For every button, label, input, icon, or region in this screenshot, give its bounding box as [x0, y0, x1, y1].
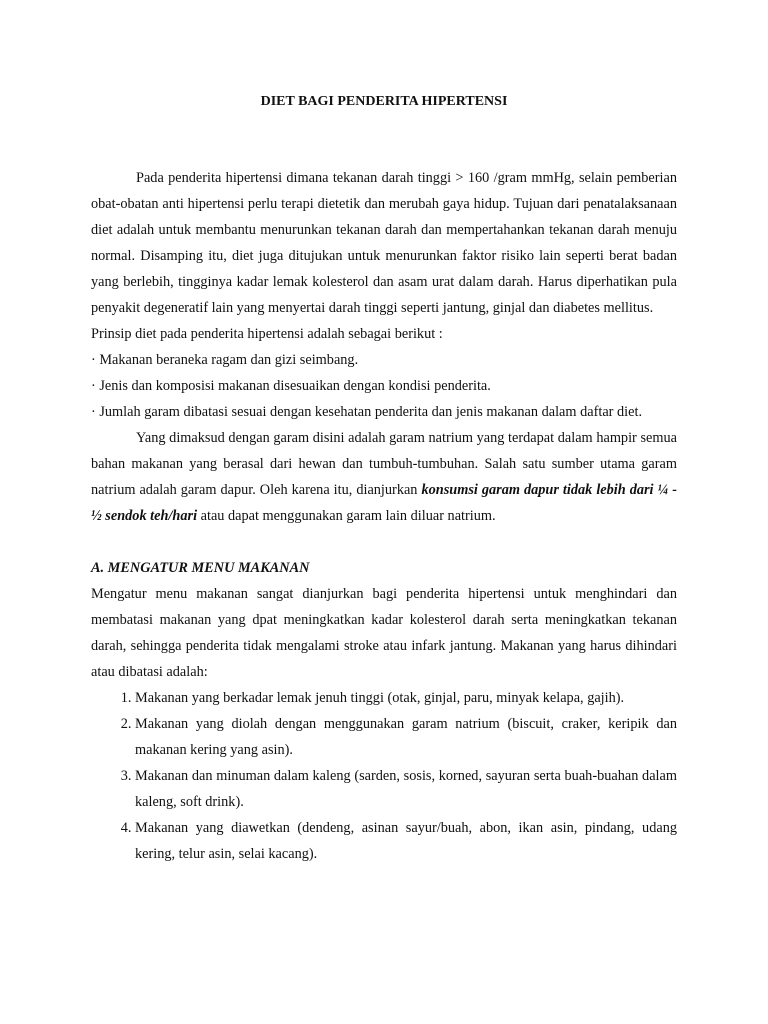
list-item: 2. Makanan yang diolah dengan menggunakan garam natrium (biscuit, craker, keripik dan makanan kering yang asin). [135, 711, 677, 763]
list-item: 3. Makanan dan minuman dalam kaleng (sarden, sosis, korned, sayuran serta buah-buahan dalam kaleng, soft drink). [135, 763, 677, 815]
document-body [91, 165, 677, 867]
salt-paragraph-end: atau dapat menggunakan garam lain diluar natrium. [197, 508, 496, 524]
document-title: DIET BAGI PENDERITA HIPERTENSI [260, 94, 508, 109]
principle-item: · Jenis dan komposisi makanan disesuaikan dengan kondisi penderita. [91, 378, 491, 394]
principle-item: · Jumlah garam dibatasi sesuai dengan kesehatan penderita dan jenis makanan dalam daftar diet. [91, 404, 643, 420]
salt-paragraph-start: Yang dimaksud dengan garam disini adalah garam natrium yang terdapat dalam hampir semua bahan makanan yang berasal dari hewan dan tumbuh-tumbuhan. Salah satu sumber utama garam natrium adalah garam dapur. Oleh karena itu, dianjurkan [91, 430, 677, 498]
section-a-heading: A. MENGATUR MENU MAKANAN [91, 560, 310, 576]
list-item: 4. Makanan yang diawetkan (dendeng, asinan sayur/buah, abon, ikan asin, pindang, udang kering, telur asin, selai kacang). [135, 815, 677, 867]
salt-paragraph [91, 425, 677, 529]
principle-item: · Makanan beraneka ragam dan gizi seimbang. [91, 352, 359, 368]
section-gap [91, 529, 677, 555]
avoid-food-list [91, 685, 677, 867]
intro-paragraph: Pada penderita hipertensi dimana tekanan darah tinggi > 160 /gram mmHg, selain pemberian obat-obatan anti hipertensi perlu terapi dietetik dan merubah gaya hidup. Tujuan dari penatalaksanaan diet adalah untuk membantu menurunkan tekanan darah dan mempertahankan tekanan darah menuju normal. Disamping itu, diet juga ditujukan untuk menurunkan faktor risiko lain seperti berat badan yang berlebih, tingginya kadar lemak kolesterol dan asam urat dalam darah. Harus diperhatikan pula penyakit degeneratif lain yang menyertai darah tinggi seperti jantung, ginjal dan diabetes mellitus. [91, 170, 677, 316]
salt-emphasis: konsumsi garam dapur tidak lebih dari ¼ - ½ sendok teh/hari [91, 482, 677, 524]
list-item: 1. Makanan yang berkadar lemak jenuh tinggi (otak, ginjal, paru, minyak kelapa, gajih). [135, 685, 677, 711]
section-a-paragraph: Mengatur menu makanan sangat dianjurkan bagi penderita hipertensi untuk menghindari dan membatasi makanan yang dpat meningkatkan kadar kolesterol darah serta meningkatkan tekanan darah, sehingga penderita tidak mengalami stroke atau infark jantung. Makanan yang harus dihindari atau dibatasi adalah: [91, 586, 677, 680]
principle-intro: Prinsip diet pada penderita hipertensi adalah sebagai berikut : [91, 326, 443, 342]
